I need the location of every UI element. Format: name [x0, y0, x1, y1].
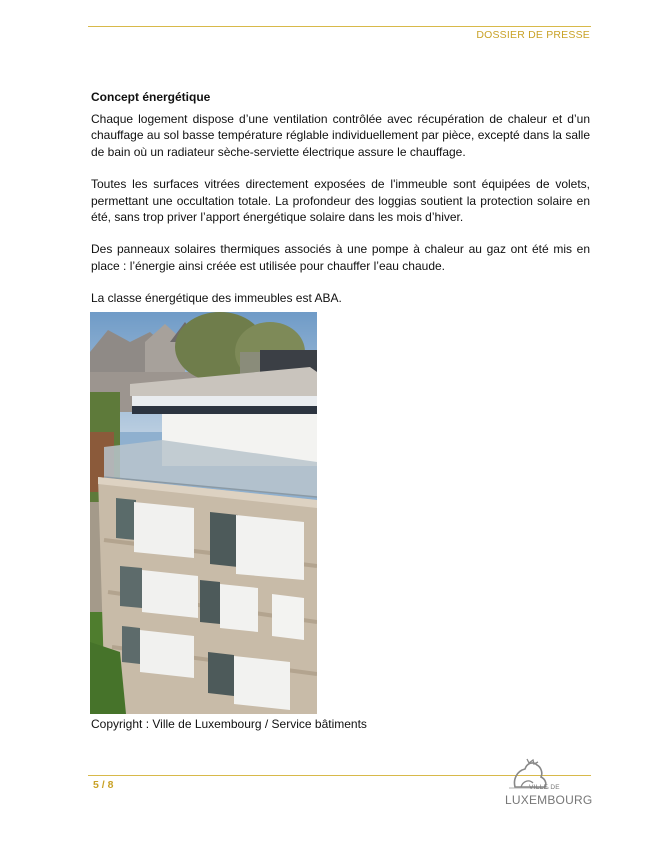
header-rule: [88, 26, 591, 27]
logo-subtitle: VILLE DE: [529, 784, 560, 791]
paragraph-solaire: Des panneaux solaires thermiques associés à une pompe à chaleur au gaz ont été mis en place : l’énergie ainsi créée est utilisée pour chauffer l’eau chaude.: [91, 242, 590, 273]
paragraph-volets: Toutes les surfaces vitrées directement exposées de l'immeuble sont équipées de volets, permettant une occultation totale. La profondeur des loggias soutient la protection solaire en été, sans trop priver l’apport énergétique solaire dans les mois d’hiver.: [91, 177, 590, 225]
photo-caption: Copyright : Ville de Luxembourg / Service bâtiments: [91, 717, 367, 731]
main-content: [91, 90, 590, 323]
building-illustration: [90, 312, 317, 714]
header-label: DOSSIER DE PRESSE: [476, 29, 590, 41]
paragraph-classe: La classe énergétique des immeubles est ABA.: [91, 291, 342, 306]
page-number: 5 / 8: [93, 779, 114, 791]
logo-title: LUXEMBOURG: [505, 793, 593, 807]
section-title: Concept énergétique: [91, 90, 211, 104]
paragraph-ventilation: Chaque logement dispose d’une ventilation contrôlée avec récupération de chaleur et d’un chauffage au sol basse température réglable individuellement par pièce, excepté dans la salle de bain où un radiateur sèche-serviette électrique assure le chauffage.: [91, 112, 590, 159]
building-photo: [90, 312, 317, 714]
ville-de-luxembourg-logo: [501, 757, 593, 811]
